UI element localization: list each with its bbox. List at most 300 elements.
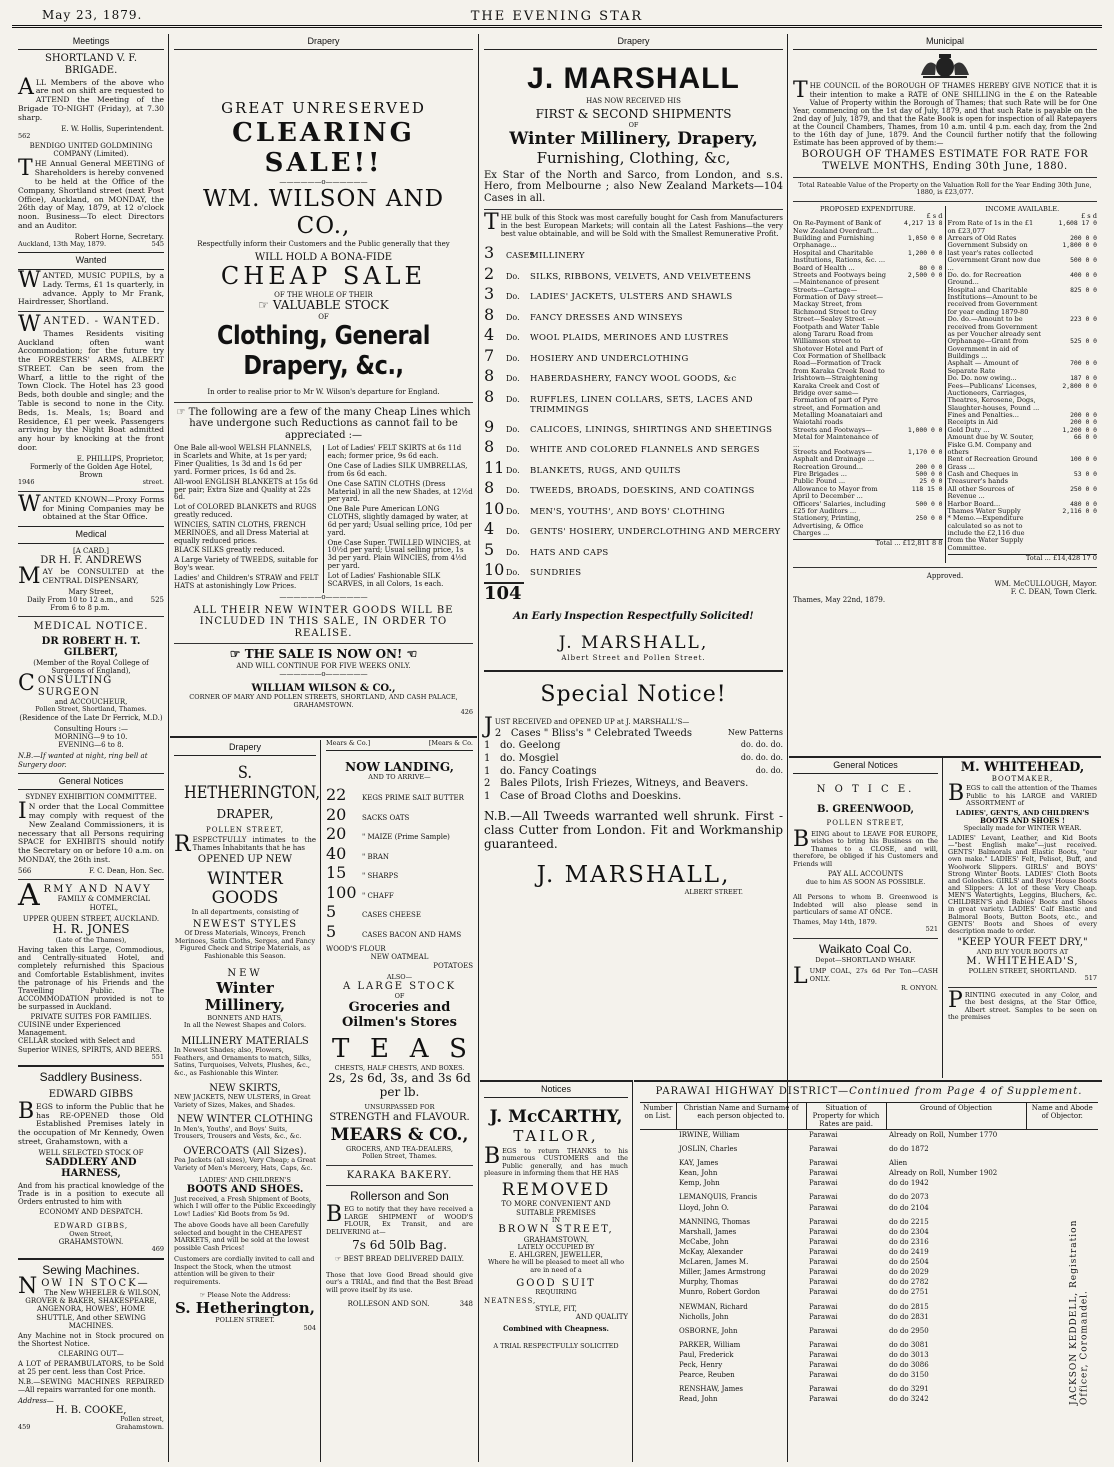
advert-line: An Early Inspection Respectfully Solicited!	[513, 610, 754, 622]
property-location: Parawai	[809, 1371, 838, 1380]
expenditure-column	[793, 206, 946, 563]
objection-ground: do do 3150	[889, 1371, 929, 1380]
stock-row	[484, 367, 783, 386]
stock-desc: GENTS' HOSIERY, UNDERCLOTHING AND MERCERY	[530, 527, 781, 538]
income-item: From Rate of 1s in the £1 on £23,077	[947, 219, 1034, 235]
stock-qty: 8	[484, 478, 495, 498]
income-item: Thames Water Supply	[947, 506, 1021, 515]
stock-qty: 4	[484, 519, 495, 539]
advert-body: N.B.—All Tweeds warranted well shrunk. First - class Cutter from London. Fit and Workmanship guaranteed.	[484, 809, 783, 852]
ad-sign: H. B. COOKE,	[55, 1404, 127, 1416]
table-row	[640, 1237, 1098, 1247]
property-location: Parawai	[809, 1193, 838, 1202]
advert-body: BEG to notify that they have received a LARGE SHIPMENT of WOOD'S FLOUR, Ex Transit, and are DELIVERING at—	[326, 1202, 473, 1236]
price-item: Ladies' and Children's STRAW and FELT HATS at astonishingly Low Prices.	[174, 573, 319, 590]
expenditure-row	[793, 250, 943, 265]
advert-headline: ☞ THE SALE IS NOW ON! ☜	[229, 647, 418, 662]
advert-body: LADIES' Levant, Leather, and Kid Boots—"best English make"—just received. GENTS' Balmorals and Elastic Boots, "our own make." LADIES' Felt, Pelisot, Buff, and Woolwork Slippers. GIRLS' and BOYS' Strong Winter Boots. LADIES' Cloth Boots and Goloshes. GIRLS' and Boys' House Boots and Slippers: A lot of these Very Cheap. MEN'S Watertights, Leggins, Bluchers, &c. CHILDREN'S and Babies' Boots and Shoes in great variety. LADIES' Calf Elastic and Balmoral Boots, Button Boots, etc., and GENTS' Boots and Shoes of every description made to order.	[948, 833, 1097, 935]
stock-unit: Do.	[506, 424, 520, 434]
stock-qty: 40	[326, 843, 347, 863]
proprietor-note: Formerly of the Golden Age Hotel, Brown	[29, 462, 153, 480]
advert-line: REQUIRING	[535, 1288, 577, 1297]
notice-name: B. GREENWOOD,	[816, 804, 915, 816]
property-location: Parawai	[809, 1340, 838, 1349]
doctor-title2: and ACCOUCHEUR,	[54, 698, 128, 707]
stock-desc: CALICOES, LININGS, SHIRTINGS AND SHEETINGS	[530, 424, 773, 435]
stock-desc: " SHARPS	[362, 872, 399, 881]
advert-line: A TRIAL RESPECTFULLY SOLICITED	[493, 1342, 619, 1351]
table-row	[640, 1287, 1098, 1297]
objection-ground: do do 2073	[889, 1193, 929, 1202]
income-item: Do. do.—Amount to be received from Government as per Voucher already sent	[947, 315, 1041, 338]
column-rule	[320, 740, 321, 1462]
advert-line: ☞ BEST BREAD DELIVERED DAILY.	[335, 1255, 464, 1264]
stock-unit: Do.	[506, 506, 520, 516]
advert-line: BONNETS AND HATS,	[207, 1013, 283, 1022]
row-number	[640, 1213, 676, 1227]
table-row	[640, 1336, 1098, 1350]
ad-body: Any Machine not in Stock procured on the Shortest Notice.	[18, 1331, 164, 1348]
expenditure-amount: 2,500 0 0	[907, 270, 943, 279]
advert-headline: Special Notice!	[540, 682, 727, 708]
wanted-ad: WANTED KNOWN—Proxy Forms for Mining Companies may be obtained at the Star Office.	[18, 491, 164, 522]
doctor-credentials: (Member of the Royal College of Surgeons of England),	[33, 658, 149, 676]
stock-row	[484, 500, 783, 519]
doctor-address: Pollen Street, Shortland, Thames.	[35, 705, 147, 714]
stock-row	[484, 479, 783, 498]
stock-desc: CASES CHEESE	[362, 911, 421, 920]
stock-row	[484, 244, 783, 263]
advert-line: WOOD'S FLOUR	[326, 945, 386, 954]
ad-number: 545	[151, 239, 164, 248]
advert-line: OPENED UP NEW	[197, 854, 293, 866]
income-item: Fines and Penalties...	[947, 411, 1019, 420]
notice-heading: BENDIGO UNITED GOLDMINING COMPANY (Limited).	[29, 142, 153, 159]
divider-ornament: ——————o——————	[279, 592, 368, 601]
divider	[484, 670, 783, 672]
row-number	[640, 1380, 676, 1394]
stock-row	[326, 845, 473, 864]
person-name: McKay, Alexander	[679, 1248, 744, 1257]
income-amount	[1041, 515, 1097, 552]
objection-ground: do do 2304	[889, 1227, 929, 1236]
row-number	[640, 1237, 676, 1247]
row-number	[640, 1370, 676, 1380]
newspaper-title: THE EVENING STAR	[470, 9, 644, 24]
objection-ground: Already on Roll, Number 1902	[889, 1169, 998, 1178]
notice-line: PAY ALL ACCOUNTS	[827, 870, 904, 879]
table-row	[640, 1370, 1098, 1380]
table-body	[640, 1129, 1098, 1404]
table-row	[640, 1312, 1098, 1322]
price-item: One Bale all-wool WELSH FLANNELS, in Scarlets and White, at 1s per yard; Finer Qualities, 1s 3d and 1s 6d per yard. Former prices, 1s 6d and 2s.	[174, 444, 312, 476]
approval-label: Approved.	[926, 571, 964, 580]
ad-line: WELL SELECTED STOCK OF	[38, 1148, 144, 1157]
teas-heading	[326, 1034, 473, 1064]
advert-line: UNSURPASSED FOR	[364, 1102, 435, 1111]
income-amount: 1,800 0 0	[1062, 241, 1097, 250]
expenditure-rows	[793, 220, 943, 537]
table-row	[640, 1188, 1098, 1202]
stock-qty: 8	[484, 366, 495, 386]
notice-date: Thames, May 22nd, 1879.	[793, 595, 886, 604]
advert-body: In Men's, Youths', and Boys' Suits, Trousers, Trousers and Vests, &c., &c.	[174, 1124, 302, 1141]
special-qty: 1	[484, 790, 491, 802]
stock-unit: CASES	[506, 251, 535, 260]
printing-notice: PRINTING executed in any Color, and the best designs, at the Star Office, Albert street. Samples to be seen on the premises	[948, 987, 1097, 1022]
stock-qty: 15	[326, 863, 347, 883]
notice-footer	[18, 596, 164, 612]
doctor-hours: Daily From 10 to 12 a.m., and From 6 to 8 p.m.	[26, 595, 134, 613]
stock-qty: 20	[326, 804, 347, 824]
table-row	[640, 1213, 1098, 1227]
doctor-name: DR ROBERT H. T. GILBERT,	[41, 635, 141, 659]
special-desc: Case of Broad Cloths and Doeskins.	[500, 790, 682, 802]
advert-body: In Newest Shades; also, Flowers, Feathers, and Ornaments to match, Silks, Satins, Turquoises, Velvets, Plushes, &c., &c., as Fashionable this Winter.	[174, 1046, 312, 1078]
property-location: Parawai	[809, 1395, 838, 1404]
advert-line: POLLEN STREET,	[205, 825, 285, 834]
stock-unit: Do.	[506, 527, 520, 537]
income-amount: 400 0 0	[1070, 270, 1097, 279]
stock-row	[484, 326, 783, 345]
person-name: OSBORNE, John	[679, 1326, 738, 1335]
advert-line: Specially made for WINTER WEAR.	[963, 824, 1082, 833]
advert-line: OVERCOATS (All Sizes).	[183, 1145, 307, 1157]
special-note: do. do. do.	[740, 753, 783, 763]
objection-ground: do do 2815	[889, 1302, 929, 1311]
person-name: NEWMAN, Richard	[679, 1302, 748, 1311]
expenditure-item: Streets and Footways—Asphalt and Drainage ...	[793, 447, 875, 464]
stock-qty: 20	[326, 824, 347, 844]
notice-body: BEING about to LEAVE FOR EUROPE, wishes to bring his Business on the Thames to a CLOSE, and will, therefore, be obliged if his Customers and Friends will	[793, 826, 938, 868]
notice-body: All Persons to whom B. Greenwood is Indebted will also please send in particulars of same AT ONCE.	[793, 893, 938, 917]
advert-line: ☞ Please Note the Address:	[199, 1291, 291, 1300]
objector-cell	[1026, 1129, 1098, 1140]
stock-unit: Do.	[506, 292, 520, 302]
stock-unit: Do.	[506, 568, 520, 578]
divider	[793, 177, 1097, 178]
advert-headline: Winter Millinery,	[204, 978, 286, 1015]
stock-desc: BLANKETS, RUGS, AND QUILTS	[530, 465, 681, 476]
property-location: Parawai	[809, 1248, 838, 1257]
advert-line: BOOTS AND SHOES.	[186, 1184, 304, 1196]
issue-date: May 23, 1879.	[42, 8, 143, 22]
expenditure-amount: 1,200 0 0	[907, 248, 943, 257]
stock-row	[484, 459, 783, 478]
proprietor: E. PHILLIPS, Proprietor,	[76, 454, 164, 463]
income-amount: 200 0 0	[1070, 234, 1097, 243]
income-item: Rent of Recreation Ground Grass ...	[947, 455, 1038, 471]
coat-of-arms-icon	[915, 53, 975, 79]
person-name: KAY, James	[679, 1159, 719, 1168]
hotel-feature: PRIVATE SUITES FOR FAMILIES.	[30, 1013, 152, 1022]
advert-line: STYLE, FIT,	[535, 1304, 577, 1313]
expenditure-amount: 4,217 13 8	[904, 219, 943, 228]
objection-ground: Alien	[889, 1159, 908, 1168]
income-row	[948, 220, 1098, 235]
stock-row	[484, 388, 783, 416]
expenditure-amount: 1,000 0 0	[907, 425, 943, 434]
stock-qty: 2	[484, 263, 495, 283]
expenditure-item: Public Pound ...	[793, 477, 846, 486]
expenditure-amount: 500 0 0	[915, 499, 943, 508]
parawai-table-wrap	[640, 1102, 1098, 1405]
advert-company: WM. WILSON AND CO.,	[202, 186, 445, 239]
divider	[326, 1185, 473, 1186]
stock-desc: MILLINERY	[530, 251, 585, 261]
ad-body: The New WHEELER & WILSON, GROVER & BAKER, SHAKESPEARE, ANGENORA, HOWES', HOME SHUTTLE, And other SEWING MACHINES.	[25, 1289, 161, 1330]
objector-cell	[1026, 1140, 1098, 1154]
advert-company: J. MARSHALL,	[536, 862, 731, 889]
stock-desc: HATS AND CAPS	[530, 547, 609, 558]
stock-list	[326, 786, 473, 941]
divider	[484, 209, 783, 210]
property-location: Parawai	[809, 1385, 838, 1394]
expenditure-item: Streets and Footways being—Maintenance of present Streets—Cartage—Formation of Davy street—Mackay Street, from Richmond Street to Grey Street—Sealey Street — Footpath and Water Table along Tararu Road from Williamson street to Shotover Hotel and Part of Cox Formation of Shellback Road—Formation of Track from Karaka Creek Road to Irishtown—Straightening Karaka Creek and Cost of Bridge over same—Formation of part of Pyre street, and Formation and Metalling Moanataiari and Waiotahi roads	[793, 270, 887, 427]
advert-line: ALL THEIR NEW WINTER GOODS WILL BE INCLUDED IN THIS SALE, IN ORDER TO REALISE.	[193, 604, 454, 639]
person-name: IRWINE, William	[679, 1130, 740, 1139]
objection-ground: do do 1872	[889, 1145, 929, 1154]
doctor-residence: (Residence of the Late Dr Ferrick, M.D.)	[19, 714, 163, 722]
row-number	[640, 1154, 676, 1168]
advert-body: Pea Jackets (all sizes), Very Cheap; a Great Variety of Men's Mercery, Hats, Caps, &c.	[174, 1156, 316, 1172]
property-location: Parawai	[809, 1361, 838, 1370]
stock-row	[326, 786, 473, 805]
hand-icon: ☞	[229, 647, 245, 662]
advert-line: MILLINERY MATERIALS	[181, 1035, 309, 1047]
advert-line: A LARGE STOCK	[342, 981, 457, 993]
income-amount: 480 0 0	[1070, 499, 1097, 508]
advert-sign: ROLLESON AND SON.	[347, 1300, 430, 1309]
hand-icon: ☜	[402, 647, 418, 662]
special-qty: 1	[484, 740, 491, 752]
notice-heading: MEDICAL NOTICE.	[33, 621, 149, 633]
property-location: Parawai	[809, 1258, 838, 1267]
special-qty: 2	[494, 727, 502, 739]
hand-icon: ☞	[199, 1291, 208, 1300]
hours-evening: EVENING—6 to 8.	[58, 741, 124, 750]
teas-letter: E	[370, 1034, 390, 1065]
income-amount: 2,800 0 0	[1062, 381, 1097, 390]
special-row	[484, 740, 783, 752]
expenditure-row	[793, 220, 943, 235]
person-name: Paul, Frederick	[679, 1351, 734, 1359]
income-amount: 66 0 0	[1073, 433, 1097, 442]
property-location: Parawai	[809, 1145, 838, 1154]
person-name: Miller, James Armstrong	[679, 1268, 766, 1277]
income-row	[948, 515, 1098, 552]
greenwood-notice	[789, 758, 942, 1078]
advert-line: NEATNESS,	[484, 1296, 537, 1305]
ad-line: ECONOMY AND DESPATCH.	[39, 1208, 143, 1217]
income-item: Cash and Cheques in Treasurer's hands	[947, 470, 1019, 486]
hotel-address: UPPER QUEEN STREET, AUCKLAND.	[22, 914, 160, 923]
special-row	[495, 728, 783, 740]
notice-body: ALL Members of the above who are not on shift are requested to ATTEND the Meeting of the Brigade TO-NIGHT (Friday), at 7.30 sharp.	[18, 74, 164, 122]
property-location: Parawai	[809, 1278, 838, 1287]
column-rule	[168, 34, 169, 1462]
doctor-body: MAY be CONSULTED at the CENTRAL DISPENSARY,	[18, 564, 164, 590]
column-header: Number on List.	[640, 1102, 676, 1129]
stock-desc: CASES BACON AND HAMS	[362, 930, 462, 939]
ad-heading: Saddlery Business.	[39, 1070, 143, 1085]
stock-desc: HABERDASHERY, FANCY WOOL GOODS, &c	[530, 374, 737, 385]
property-location: Parawai	[809, 1130, 838, 1139]
stock-desc: " BRAN	[362, 852, 390, 861]
special-qty: 2	[484, 778, 491, 790]
ad-sign: Owen Street,	[69, 1229, 113, 1238]
stock-desc: WHITE AND COLORED FLANNELS AND SERGES	[530, 445, 760, 456]
rule	[634, 1080, 1102, 1082]
row-number	[640, 1227, 676, 1237]
advert-line: POTATOES	[433, 961, 473, 970]
income-row	[948, 272, 1098, 287]
notice-line: due to him AS SOON AS POSSIBLE.	[805, 877, 926, 886]
section-header-drapery: Drapery	[174, 34, 473, 50]
property-location: Parawai	[809, 1312, 838, 1321]
wanted-heading: WANTED. - WANTED.	[18, 312, 161, 338]
person-name: McCabe, John	[679, 1237, 729, 1246]
advert-line: Combined with Cheapness.	[503, 1324, 609, 1333]
person-name: McLaren, James M.	[679, 1258, 749, 1267]
masthead	[12, 6, 1102, 28]
mears-advert	[322, 740, 477, 1462]
person-name: LEMANQUIS, Francis	[679, 1193, 758, 1202]
expenditure-item: Streets and Footways—Metal for Maintenance of ...	[793, 425, 879, 449]
expenditure-row	[793, 501, 943, 516]
stock-qty: 10	[484, 498, 505, 518]
notice-signature: F. C. Dean, Hon. Sec.	[88, 866, 164, 875]
objector-name: JACKSON KEDDELL, Registration Officer, Coromandel.	[1069, 1219, 1090, 1405]
divider	[174, 643, 473, 644]
notice-date: Auckland, 13th May, 1879.	[18, 239, 107, 248]
objection-ground: do do 2316	[889, 1237, 929, 1246]
income-item: Gold Duty ...	[947, 425, 990, 434]
notice-body: THE COUNCIL of the BOROUGH OF THAMES HEREBY GIVE NOTICE that it is their intention to make a RATE of ONE SHILLING in the £ on the Rateable Value of Property within the Borough of Thames; that such Rate will be for One Year, commencing on the 1st day of July, 1879, and that such Rate is payable on the 2nd day of July, 1879, and that the Rate Book is open for inspection of all Ratepayers at the Council Chambers, Thames, from 10 a.m. until 4 p.m. each day, from the 2nd to the 16th day of June, 1879. And the Council further notify that the following Estimate has been approved of by them:—	[793, 78, 1097, 148]
price-item: One Case Super. TWILLED WINCIES, at 10½d per yard; Usual selling price, 1s 3d per yard. Plain WINCIES, from 4½d per yard.	[327, 538, 471, 571]
hotel-subheading: FAMILY & COMMERCIAL HOTEL,	[57, 895, 151, 912]
hours-morning: MORNING—9 to 10.	[54, 733, 128, 742]
objector-cell	[1026, 1178, 1098, 1188]
advert-body: Ex Star of the North and Sarco, from London, and s.s. Hero, from Melbourne ; also New Zealand Markets—104 Cases in all.	[484, 169, 783, 205]
stock-desc: WOOL PLAIDS, MERINOES AND LUSTRES	[530, 333, 729, 344]
price-item: Lot of Ladies' Fashionable SILK SCARVES, in all Colors, 1s each.	[327, 571, 444, 588]
income-item: All other Sources of Revenue ...	[947, 484, 1014, 501]
expenditure-heading: PROPOSED EXPENDITURE.	[819, 204, 916, 213]
advert-company: J. MARSHALL,	[558, 633, 709, 654]
advert-body: THE bulk of this Stock was most carefully bought for Cash from Manufacturers in the best European Markets; will contain all the Latest Fashions—the very best value obtainable, and will be Sold with the Smallest Remunerative Profit.	[484, 209, 783, 238]
advert-line: E. AHLGREN, JEWELLER,	[509, 1251, 603, 1260]
wilson-advert	[170, 34, 477, 734]
expenditure-amount: 1,050 0 0	[907, 234, 943, 243]
stock-qty: 8	[484, 304, 495, 324]
special-qty: 1	[484, 765, 491, 777]
special-desc: Cases " Bliss's " Celebrated Tweeds	[510, 727, 693, 739]
property-location: Parawai	[809, 1326, 838, 1335]
income-row	[948, 456, 1098, 471]
income-row	[948, 287, 1098, 317]
expenditure-row	[793, 427, 943, 449]
advert-headline: CHEAP SALE	[220, 262, 427, 291]
advert-line: AND TO ARRIVE—	[368, 773, 431, 782]
clerk-signature: F. C. DEAN, Town Clerk.	[1010, 587, 1097, 596]
column-rule	[632, 1080, 633, 1462]
divider	[18, 616, 164, 617]
row-number	[640, 1168, 676, 1178]
stock-unit: Do.	[506, 271, 520, 281]
property-location: Parawai	[809, 1268, 838, 1277]
table-row	[640, 1247, 1098, 1257]
price-list-right	[328, 445, 474, 592]
advert-line: 2s, 2s 6d, 3s, and 3s 6d	[328, 1071, 471, 1086]
advert-company: Rollerson and Son	[350, 1189, 449, 1204]
person-name: Read, John	[679, 1395, 718, 1404]
person-name: JOSLIN, Charles	[679, 1145, 738, 1154]
price-item: Lot of COLORED BLANKETS and RUGS greatly reduced.	[174, 503, 317, 520]
advert-headline: Groceries and Oilmen's Stores	[341, 1000, 457, 1031]
income-row	[948, 242, 1098, 257]
advert-headline: BOOTS AND SHOES !	[980, 816, 1065, 826]
advert-line: per lb.	[379, 1085, 420, 1100]
income-row	[948, 360, 1098, 375]
income-item: Arrears of Old Rates	[947, 234, 1017, 243]
stock-qty: 10	[484, 560, 505, 580]
income-item: Amount due by W. Souter, Fiske G.M. Company and others	[947, 433, 1034, 456]
property-location: Parawai	[809, 1227, 838, 1236]
advert-line: GOOD SUIT	[516, 1277, 596, 1289]
section-header-notices: Notices	[484, 1082, 628, 1098]
column-header: Situation of Property for which Rates are paid.	[806, 1102, 886, 1129]
objection-ground: do do 3081	[889, 1340, 929, 1349]
stock-desc: FANCY DRESSES AND WINSEYS	[530, 312, 683, 323]
notice-heading: SHORTLAND V. F. BRIGADE.	[45, 53, 137, 77]
advert-headline: WINTER GOODS	[207, 868, 283, 909]
column-rule	[942, 758, 943, 1078]
expenditure-row	[793, 235, 943, 250]
price-list-left	[174, 445, 324, 592]
table-row	[640, 1203, 1098, 1213]
advert-line: IN	[551, 1215, 561, 1224]
income-item: Harbor Board...	[947, 499, 1001, 508]
currency-header: £ s d	[1081, 211, 1097, 220]
advert-headline: Clothing, General Drapery, &c.,	[217, 321, 430, 382]
table-row	[640, 1140, 1098, 1154]
whitehead-advert	[944, 760, 1101, 1078]
section-header-wanted: Wanted	[18, 252, 164, 269]
stock-qty: 3	[484, 284, 495, 304]
special-note: do. do.	[755, 765, 783, 775]
income-column	[946, 206, 1098, 563]
income-amount: 223 0 0	[1070, 315, 1097, 324]
notice-line: POLLEN STREET,	[826, 818, 905, 827]
advert-line: GRAHAMSTOWN,	[523, 1235, 589, 1244]
property-location: Parawai	[809, 1179, 838, 1188]
table-row	[640, 1394, 1098, 1404]
advert-line: "KEEP YOUR FEET DRY,"	[957, 936, 1088, 948]
property-location: Parawai	[809, 1351, 838, 1359]
person-name: Pearce, Reuben	[679, 1371, 735, 1380]
person-name: Kemp, John	[679, 1179, 720, 1188]
price-item: One Case of Ladies SILK UMBRELLAS, from 6s 6d each.	[327, 462, 468, 478]
table-row	[640, 1267, 1098, 1277]
stock-row	[326, 825, 473, 844]
hotel-heading: ARMY AND NAVY	[18, 877, 152, 913]
special-desc: Bales Pilots, Irish Friezes, Witneys, and Beavers.	[500, 778, 749, 790]
table-row	[640, 1277, 1098, 1287]
expenditure-item: Allowance to Mayor from April to December ...	[793, 484, 878, 501]
ad-number: 348	[459, 1300, 473, 1309]
advert-body: The above Goods have all been Carefully selected and bought in the CHEAPEST MARKETS, and will be sold at the lowest possible Cash Prices!	[174, 1221, 309, 1252]
